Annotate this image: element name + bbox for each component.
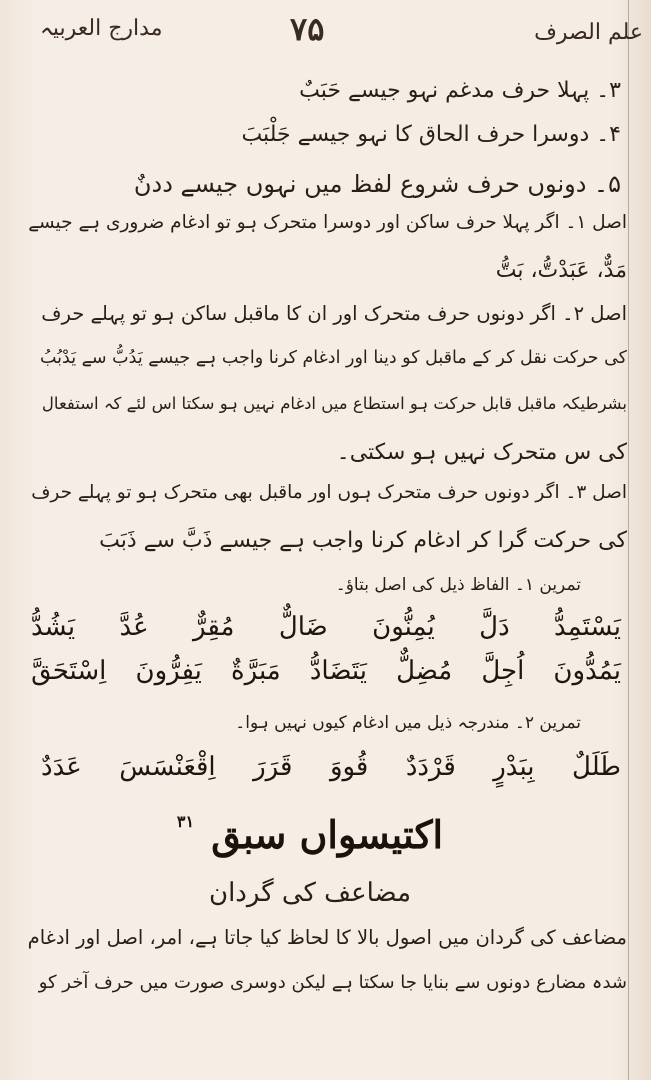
exercise-1-row-2 <box>31 656 621 686</box>
exercise-word: عَدَدٌ <box>41 752 82 782</box>
exercise-word: قُووَ <box>329 752 369 782</box>
exercise-word: مُقِرٌّ <box>193 612 235 642</box>
exercise-word: قَرَرَ <box>253 752 293 782</box>
lesson-subtitle: مضاعف کی گردان <box>208 878 412 908</box>
body-line-1: مضاعف کی گردان میں اصول بالا کا لحاظ کیا جاتا ہے، امر، اصل اور ادغام <box>27 926 627 949</box>
exercise-word: قَرْدَدٌ <box>405 752 456 782</box>
exercise-2-row <box>41 752 621 782</box>
exercise-word: ضَالٌّ <box>278 612 328 642</box>
lesson-title <box>0 812 620 857</box>
asl-2-line-2: کی حرکت نقل کر کے ماقبل کو دینا اور ادغام کرنا واجب ہے جیسے یَدُبُّ سے یَدْبُبُ <box>40 348 627 368</box>
rule-4: ۴۔ دوسرا حرف الحاق کا نہو جیسے جَلْبَبَ <box>241 122 621 147</box>
rule-5: ۵۔ دونوں حرف شروع لفظ میں نہوں جیسے ددنٌ <box>133 170 621 198</box>
exercise-word: یَشُدُّ <box>31 612 76 642</box>
page-number: ۷۵ <box>290 10 325 48</box>
asl-3-line-1: اصل ۳۔ اگر دونوں حرف متحرک ہوں اور ماقبل بھی متحرک ہو تو پہلے حرف <box>31 482 627 503</box>
exercise-word: یُمِنُّونَ <box>372 612 435 642</box>
exercise-word: یَسْتَمِدُّ <box>554 612 621 642</box>
exercise-word: یَفِرُّونَ <box>135 656 202 686</box>
exercise-word: دَلَّ <box>479 612 510 642</box>
page-edge-line <box>628 0 629 1080</box>
page-header <box>0 10 651 58</box>
exercise-word: بِبَدْرٍ <box>493 752 535 782</box>
exercise-word: مَبَرَّةٌ <box>230 656 281 686</box>
exercise-word: یَتَضَادُّ <box>309 656 367 686</box>
rule-3: ۳۔ پہلا حرف مدغم نہو جیسے حَبَبٌ <box>299 78 621 103</box>
lesson-title-text: اکتیسواں سبق <box>211 812 444 857</box>
asl-1-line-1: اصل ۱۔ اگر پہلا حرف ساکن اور دوسرا متحرک ہو تو ادغام ضروری ہے جیسے <box>28 212 627 233</box>
header-subject: علم الصرف <box>534 20 643 45</box>
exercise-word: اُجِلَّ <box>481 656 525 686</box>
lesson-number: ۳۱ <box>176 812 195 831</box>
body-line-2: شدہ مضارع دونوں سے بنایا جا سکتا ہے لیکن دوسری صورت میں حرف آخر کو <box>38 972 627 993</box>
exercise-word: یَمُدُّونَ <box>553 656 621 686</box>
exercise-word: طَلَلٌ <box>572 752 621 782</box>
exercise-word: اِسْتَحَقَّ <box>31 656 107 686</box>
header-book-title: مدارج العربیہ <box>40 16 163 41</box>
asl-1-line-2: مَدٌّ، عَبَدْتُّ، بَتُّ <box>495 258 627 283</box>
exercise-word: عُدَّ <box>119 612 149 642</box>
exercise-1-row-1 <box>31 612 621 642</box>
exercise-word: اِقْعَنْسَسَ <box>119 752 216 782</box>
asl-2-line-1: اصل ۲۔ اگر دونوں حرف متحرک اور ان کا ماقبل ساکن ہو تو پہلے حرف <box>41 302 627 325</box>
exercise-1-label: تمرین ۱۔ الفاظ ذیل کی اصل بتاؤ۔ <box>335 575 581 595</box>
exercise-2-label: تمرین ۲۔ مندرجہ ذیل میں ادغام کیوں نہیں ہوا۔ <box>235 713 581 733</box>
asl-2-line-4: کی س متحرک نہیں ہو سکتی۔ <box>336 440 627 465</box>
asl-3-line-2: کی حرکت گرا کر ادغام کرنا واجب ہے جیسے ذَبَّ سے ذَبَبَ <box>99 528 627 553</box>
asl-2-line-3: بشرطیکہ ماقبل قابل حرکت ہو استطاع میں ادغام نہیں ہو سکتا اس لئے کہ استفعال <box>41 394 627 413</box>
exercise-word: مُضِلٌّ <box>396 656 453 686</box>
